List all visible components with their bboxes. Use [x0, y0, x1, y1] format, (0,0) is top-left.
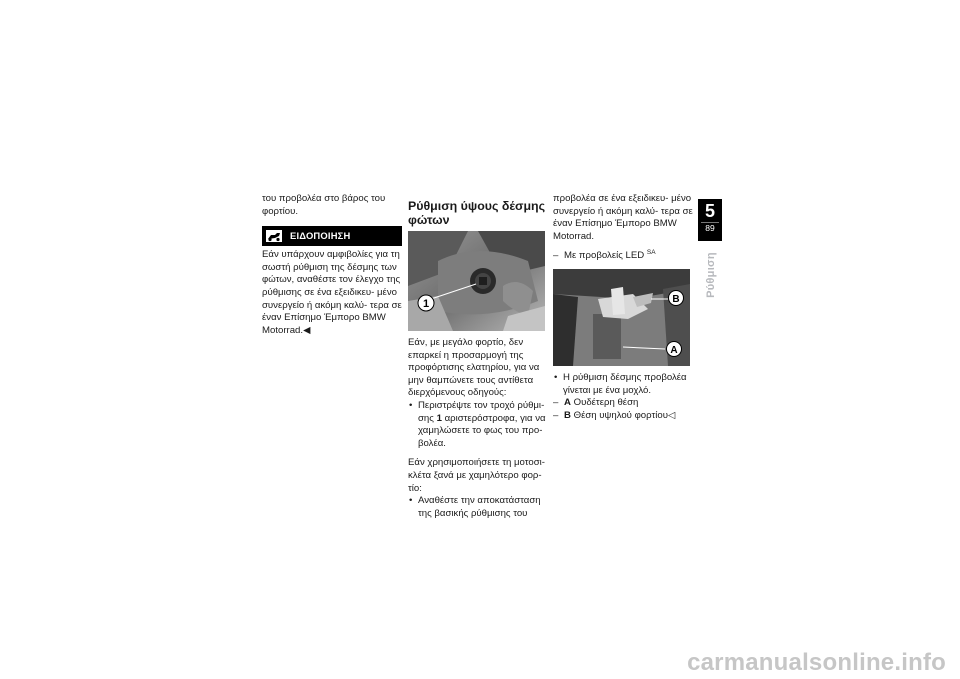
column-1 — [262, 193, 402, 337]
column-2 — [408, 199, 548, 520]
legend-b: – B Θέση υψηλού φορτίου◁ — [553, 409, 676, 421]
column-3 — [553, 193, 693, 422]
callout-b: B — [672, 293, 680, 305]
paragraph-2: Εάν χρησιμοποιήσετε τη μοτοσι- κλέτα ξανά με χαμηλότερο φορ- τίο: — [408, 457, 545, 494]
legend-a: – A Ουδέτερη θέση — [553, 397, 639, 409]
callout-1: 1 — [422, 298, 430, 310]
warning-box — [262, 226, 402, 246]
paragraph-1: Εάν, με μεγάλο φορτίο, δεν επαρκεί η προσαρμογή της προφόρτισης ελατηρίου, για να μην θαμπώνετε τους αντίθετα διερχόμενους οδηγούς: — [408, 337, 540, 399]
headlight-adjuster-photo — [408, 231, 545, 331]
chapter-number: 5 — [704, 201, 715, 221]
warning-label: ΕΙΔΟΠΟΙΗΣΗ — [290, 229, 351, 241]
led-line: – Με προβολείς LED $^{SA}$ — [553, 249, 656, 262]
page-number: 89 — [701, 222, 719, 233]
bullet-2: • Αναθέστε την αποκατάσταση της βασικής ρύθμισης του — [408, 495, 548, 520]
chapter-side-label: Ρύθμιση — [705, 252, 717, 298]
end-mark: ◁ — [667, 409, 676, 421]
lever-illustration — [553, 269, 690, 366]
bullet-lever: • Η ρύθμιση δέσμης προβολέα γίνεται με ένα μοχλό. — [553, 372, 693, 397]
continuation-text: προβολέα σε ένα εξειδικευ- μένο συνεργείο ή ακόμη καλύ- τερα σε έναν Επίσημο Έμπορο BMW Motorrad. — [553, 193, 693, 242]
end-mark: ◀ — [303, 324, 311, 336]
section-heading: Ρύθμιση ύψους δέσμης φώτων — [408, 199, 546, 227]
warning-text: Εάν υπάρχουν αμφιβολίες για τη σωστή ρύθμιση της δέσμης των φώτων, αναθέστε τον έλεγχο της ρύθμισης σε ένα εξειδικευ- μένο συνεργείο ή ακόμη καλύ- τερα σε έναν Επίσημο Έμπορο BMW Motorrad.◀ — [262, 249, 402, 336]
photo-illustration — [408, 231, 545, 331]
intro-text: του προβολέα στο βάρος του φορτίου. — [262, 193, 386, 217]
bullet-1: • Περιστρέψτε τον τροχό ρύθμι- σης 1 αριστερόστροφα, για να χαμηλώσετε το φως του προ- βολέα. — [408, 400, 548, 450]
sa-superscript: SA — [646, 249, 656, 257]
callout-a: A — [670, 344, 678, 356]
lever-photo — [553, 269, 690, 366]
warning-motorcycle-icon — [266, 230, 282, 242]
ref-1: 1 — [436, 412, 442, 424]
watermark: carmanualsonline.info — [687, 649, 946, 676]
